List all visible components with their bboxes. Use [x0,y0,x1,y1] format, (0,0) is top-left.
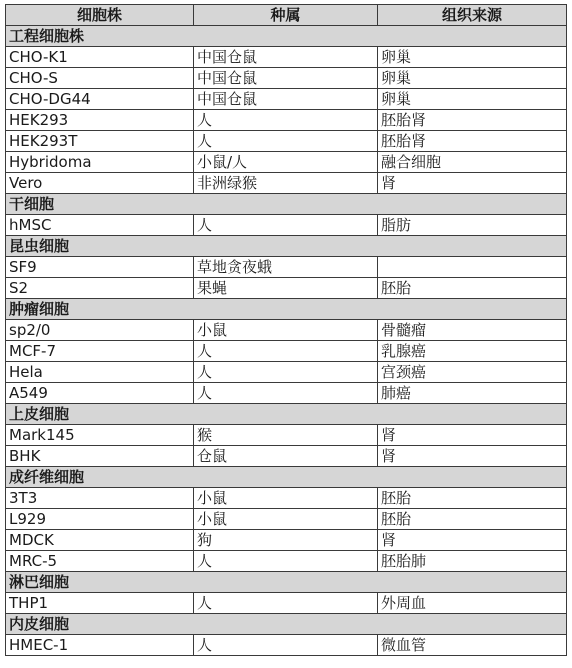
tissue-source-cell [378,257,567,278]
table-row [6,530,567,551]
category-row [6,26,567,47]
species-cell: 人 [194,341,378,362]
table-row [6,173,567,194]
species-cell: 人 [194,362,378,383]
species-cell: 人 [194,383,378,404]
tissue-source-cell: 肾 [378,446,567,467]
category-row [6,299,567,320]
species-cell: 仓鼠 [194,446,378,467]
cell-line-name: HEK293T [6,131,194,152]
category-label: 干细胞 [6,194,567,215]
tissue-source-cell: 胚胎 [378,509,567,530]
table-row [6,257,567,278]
cell-line-name: Hela [6,362,194,383]
tissue-source-cell: 胚胎肾 [378,110,567,131]
species-cell: 猴 [194,425,378,446]
cell-line-table-container [5,4,567,656]
tissue-source-cell: 卵巢 [378,47,567,68]
table-row [6,320,567,341]
table-row [6,425,567,446]
header-cell-line: 细胞株 [6,5,194,26]
tissue-source-cell: 胚胎 [378,278,567,299]
species-cell: 人 [194,593,378,614]
category-label: 肿瘤细胞 [6,299,567,320]
table-row [6,110,567,131]
tissue-source-cell: 胚胎肺 [378,551,567,572]
header-species: 种属 [194,5,378,26]
species-cell: 非洲绿猴 [194,173,378,194]
cell-line-name: S2 [6,278,194,299]
tissue-source-cell: 肾 [378,425,567,446]
table-row [6,446,567,467]
species-cell: 人 [194,110,378,131]
cell-line-name: HMEC-1 [6,635,194,656]
table-row [6,383,567,404]
category-row [6,404,567,425]
tissue-source-cell: 卵巢 [378,89,567,110]
table-row [6,152,567,173]
tissue-source-cell: 骨髓瘤 [378,320,567,341]
category-row [6,467,567,488]
cell-line-name: MRC-5 [6,551,194,572]
tissue-source-cell: 融合细胞 [378,152,567,173]
cell-line-name: CHO-S [6,68,194,89]
species-cell: 中国仓鼠 [194,89,378,110]
table-row [6,47,567,68]
cell-line-name: 3T3 [6,488,194,509]
category-row [6,236,567,257]
cell-line-name: Vero [6,173,194,194]
table-row [6,509,567,530]
species-cell: 中国仓鼠 [194,47,378,68]
header-row [6,5,567,26]
tissue-source-cell: 肾 [378,173,567,194]
category-label: 上皮细胞 [6,404,567,425]
species-cell: 小鼠 [194,509,378,530]
species-cell: 狗 [194,530,378,551]
species-cell: 小鼠 [194,488,378,509]
species-cell: 人 [194,635,378,656]
table-row [6,215,567,236]
tissue-source-cell: 卵巢 [378,68,567,89]
species-cell: 人 [194,551,378,572]
table-row [6,551,567,572]
category-row [6,614,567,635]
species-cell: 人 [194,215,378,236]
category-label: 成纤维细胞 [6,467,567,488]
category-label: 内皮细胞 [6,614,567,635]
tissue-source-cell: 宫颈癌 [378,362,567,383]
category-row [6,194,567,215]
table-row [6,341,567,362]
tissue-source-cell: 胚胎 [378,488,567,509]
cell-line-name: sp2/0 [6,320,194,341]
tissue-source-cell: 胚胎肾 [378,131,567,152]
species-cell: 中国仓鼠 [194,68,378,89]
tissue-source-cell: 肾 [378,530,567,551]
table-body [6,26,567,656]
table-row [6,362,567,383]
table-row [6,488,567,509]
species-cell: 小鼠 [194,320,378,341]
cell-line-name: CHO-DG44 [6,89,194,110]
table-row [6,68,567,89]
cell-line-name: HEK293 [6,110,194,131]
cell-line-name: L929 [6,509,194,530]
table-row [6,89,567,110]
cell-line-name: BHK [6,446,194,467]
tissue-source-cell: 外周血 [378,593,567,614]
cell-line-name: CHO-K1 [6,47,194,68]
tissue-source-cell: 肺癌 [378,383,567,404]
cell-line-name: hMSC [6,215,194,236]
cell-line-name: THP1 [6,593,194,614]
category-label: 工程细胞株 [6,26,567,47]
cell-line-table [5,4,567,656]
cell-line-name: A549 [6,383,194,404]
species-cell: 小鼠/人 [194,152,378,173]
category-label: 淋巴细胞 [6,572,567,593]
tissue-source-cell: 乳腺癌 [378,341,567,362]
header-tissue-source: 组织来源 [378,5,567,26]
cell-line-name: SF9 [6,257,194,278]
cell-line-name: MCF-7 [6,341,194,362]
species-cell: 草地贪夜蛾 [194,257,378,278]
cell-line-name: MDCK [6,530,194,551]
tissue-source-cell: 微血管 [378,635,567,656]
category-row [6,572,567,593]
table-row [6,131,567,152]
table-row [6,593,567,614]
species-cell: 人 [194,131,378,152]
species-cell: 果蝇 [194,278,378,299]
tissue-source-cell: 脂肪 [378,215,567,236]
table-row [6,635,567,656]
table-header [6,5,567,26]
cell-line-name: Hybridoma [6,152,194,173]
category-label: 昆虫细胞 [6,236,567,257]
cell-line-name: Mark145 [6,425,194,446]
table-row [6,278,567,299]
